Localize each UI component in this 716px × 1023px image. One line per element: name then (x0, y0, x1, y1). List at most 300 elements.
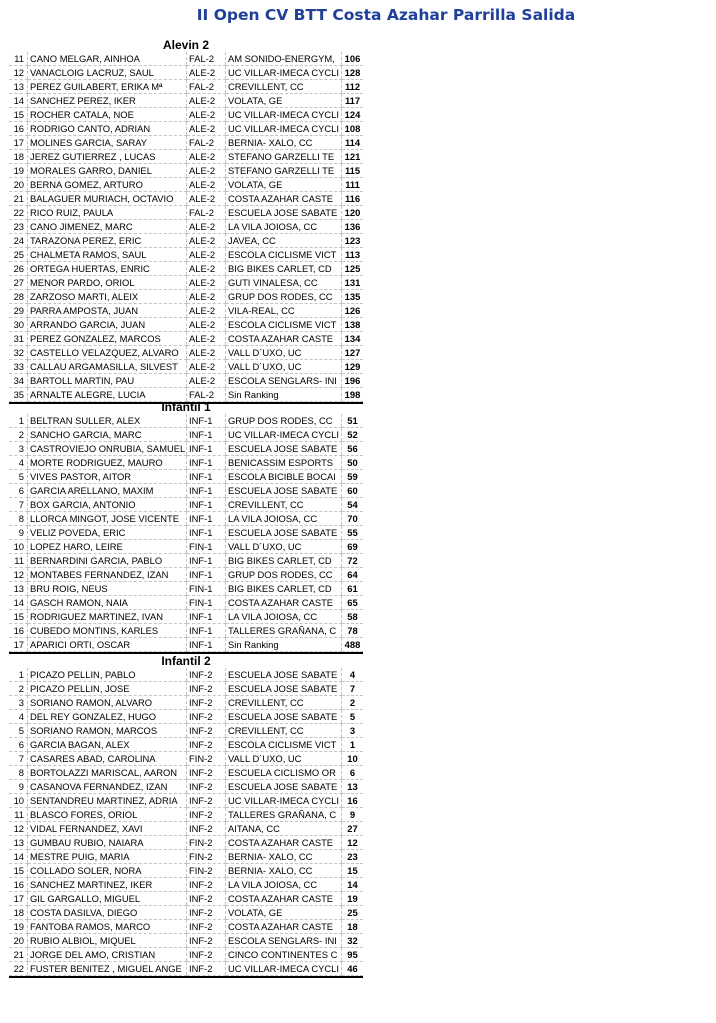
rider-name: BRU ROIG, NEUS (28, 582, 187, 596)
table-row (9, 752, 363, 766)
category: ALE-2 (187, 66, 226, 80)
club: UC VILLAR-IMECA CYCLI (226, 428, 342, 442)
rider-name: CUBEDO MONTINS, KARLES (28, 624, 187, 638)
rider-name: VIDAL FERNANDEZ, XAVI (28, 822, 187, 836)
ranking-position: 112 (342, 80, 364, 94)
start-number: 27 (9, 276, 28, 290)
club: STEFANO GARZELLI TE (226, 164, 342, 178)
club: ESCUELA JOSE SABATE (226, 526, 342, 540)
category: INF-1 (187, 568, 226, 582)
start-number: 2 (9, 682, 28, 696)
table-row (9, 360, 363, 374)
ranking-position: 69 (342, 540, 364, 554)
start-number: 3 (9, 442, 28, 456)
category: ALE-2 (187, 248, 226, 262)
club: ESCUELA JOSE SABATE (226, 442, 342, 456)
rider-name: BORTOLAZZI MARISCAL, AARON (28, 766, 187, 780)
table-row (9, 738, 363, 752)
table-row (9, 52, 363, 66)
start-number: 21 (9, 192, 28, 206)
ranking-position: 9 (342, 808, 364, 822)
category: INF-2 (187, 738, 226, 752)
club: COSTA AZAHAR CASTE (226, 596, 342, 610)
section-title: Alevin 2 (162, 38, 210, 52)
rider-name: CHALMETA RAMOS, SAUL (28, 248, 187, 262)
rider-name: BARTOLL MARTIN, PAU (28, 374, 187, 388)
start-number: 13 (9, 80, 28, 94)
rider-name: SORIANO RAMON, ALVARO (28, 696, 187, 710)
section-infantil-2 (9, 654, 363, 978)
ranking-position: 7 (342, 682, 364, 696)
start-number: 14 (9, 94, 28, 108)
table-row (9, 80, 363, 94)
table-row (9, 582, 363, 596)
club: ESCOLA SENGLARS- INI (226, 374, 342, 388)
rider-name: CALLAU ARGAMASILLA, SILVEST (28, 360, 187, 374)
rider-name: CANO JIMENEZ, MARC (28, 220, 187, 234)
ranking-position: 59 (342, 470, 364, 484)
start-number: 6 (9, 484, 28, 498)
category: FAL-2 (187, 52, 226, 66)
ranking-position: 46 (342, 962, 364, 976)
club: GRUP DOS RODES, CC (226, 414, 342, 428)
start-number: 19 (9, 920, 28, 934)
category: ALE-2 (187, 178, 226, 192)
rider-name: PICAZO PELLIN, JOSE (28, 682, 187, 696)
start-number: 4 (9, 710, 28, 724)
start-number: 9 (9, 526, 28, 540)
club: ESCUELA JOSE SABATE (226, 780, 342, 794)
category: INF-1 (187, 428, 226, 442)
club: COSTA AZAHAR CASTE (226, 332, 342, 346)
start-number: 17 (9, 136, 28, 150)
start-number: 23 (9, 220, 28, 234)
table-row (9, 108, 363, 122)
table-row (9, 962, 363, 976)
category: INF-2 (187, 724, 226, 738)
table-row (9, 470, 363, 484)
section-infantil-1 (9, 400, 363, 654)
table-row (9, 808, 363, 822)
category: ALE-2 (187, 290, 226, 304)
table-row (9, 794, 363, 808)
start-number: 1 (9, 668, 28, 682)
club: AM SONIDO-ENERGYM, (226, 52, 342, 66)
start-number: 14 (9, 596, 28, 610)
category: ALE-2 (187, 122, 226, 136)
start-number: 7 (9, 498, 28, 512)
ranking-position: 25 (342, 906, 364, 920)
table-row (9, 638, 363, 652)
club: VALL D´UXO, UC (226, 540, 342, 554)
table-row (9, 540, 363, 554)
category: ALE-2 (187, 220, 226, 234)
start-number: 26 (9, 262, 28, 276)
rider-name: ARRANDO GARCIA, JUAN (28, 318, 187, 332)
ranking-position: 12 (342, 836, 364, 850)
club: BENICASSIM ESPORTS (226, 456, 342, 470)
table-row (9, 192, 363, 206)
rider-name: GARCIA BAGAN, ALEX (28, 738, 187, 752)
category: INF-1 (187, 512, 226, 526)
category: INF-1 (187, 442, 226, 456)
start-number: 16 (9, 122, 28, 136)
rider-name: RICO RUIZ, PAULA (28, 206, 187, 220)
rider-name: MONTABES FERNANDEZ, IZAN (28, 568, 187, 582)
rider-name: LLORCA MINGOT, JOSE VICENTE (28, 512, 187, 526)
category: INF-1 (187, 498, 226, 512)
ranking-position: 115 (342, 164, 364, 178)
rider-name: JORGE DEL AMO, CRISTIAN (28, 948, 187, 962)
rider-name: BERNA GOMEZ, ARTURO (28, 178, 187, 192)
table-row (9, 428, 363, 442)
ranking-position: 14 (342, 878, 364, 892)
ranking-position: 128 (342, 66, 364, 80)
club: JAVEA, CC (226, 234, 342, 248)
category: INF-1 (187, 554, 226, 568)
rider-name: PICAZO PELLIN, PABLO (28, 668, 187, 682)
rider-name: PEREZ GUILABERT, ERIKA Mª (28, 80, 187, 94)
club: VALL D´UXO, UC (226, 346, 342, 360)
category: ALE-2 (187, 94, 226, 108)
category: INF-2 (187, 948, 226, 962)
club: LA VILA JOIOSA, CC (226, 878, 342, 892)
category: INF-2 (187, 822, 226, 836)
rider-name: MOLINES GARCIA, SARAY (28, 136, 187, 150)
category: INF-2 (187, 934, 226, 948)
club: LA VILA JOIOSA, CC (226, 512, 342, 526)
category: INF-2 (187, 878, 226, 892)
club: ESCUELA CICLISMO OR (226, 766, 342, 780)
rider-name: RODRIGUEZ MARTINEZ, IVAN (28, 610, 187, 624)
club: VALL D´UXO, UC (226, 752, 342, 766)
rider-name: FANTOBA RAMOS, MARCO (28, 920, 187, 934)
category: FIN-1 (187, 596, 226, 610)
start-number: 29 (9, 304, 28, 318)
start-number: 34 (9, 374, 28, 388)
club: ESCUELA JOSE SABATE (226, 484, 342, 498)
start-number: 35 (9, 388, 28, 402)
table-row (9, 934, 363, 948)
rider-name: MENOR PARDO, ORIOL (28, 276, 187, 290)
club: VALL D´UXO, UC (226, 360, 342, 374)
ranking-position: 23 (342, 850, 364, 864)
category: INF-2 (187, 892, 226, 906)
club: CREVILLENT, CC (226, 696, 342, 710)
rider-name: GUMBAU RUBIO, NAIARA (28, 836, 187, 850)
start-grid-table (9, 668, 363, 976)
ranking-position: 114 (342, 136, 364, 150)
club: ESCUELA JOSE SABATE (226, 668, 342, 682)
ranking-position: 72 (342, 554, 364, 568)
rider-name: BLASCO FORES, ORIOL (28, 808, 187, 822)
ranking-position: 78 (342, 624, 364, 638)
start-number: 2 (9, 428, 28, 442)
rider-name: ORTEGA HUERTAS, ENRIC (28, 262, 187, 276)
ranking-position: 70 (342, 512, 364, 526)
club: COSTA AZAHAR CASTE (226, 892, 342, 906)
table-row (9, 94, 363, 108)
rider-name: BALAGUER MURIACH, OCTAVIO (28, 192, 187, 206)
rider-name: JEREZ GUTIERREZ , LUCAS (28, 150, 187, 164)
table-row (9, 668, 363, 682)
rider-name: PEREZ GONZALEZ, MARCOS (28, 332, 187, 346)
table-row (9, 864, 363, 878)
ranking-position: 60 (342, 484, 364, 498)
start-number: 16 (9, 624, 28, 638)
category: INF-1 (187, 414, 226, 428)
start-number: 15 (9, 610, 28, 624)
start-number: 3 (9, 696, 28, 710)
category: ALE-2 (187, 360, 226, 374)
start-number: 17 (9, 892, 28, 906)
ranking-position: 10 (342, 752, 364, 766)
rider-name: CASARES ABAD, CAROLINA (28, 752, 187, 766)
start-number: 14 (9, 850, 28, 864)
ranking-position: 4 (342, 668, 364, 682)
table-row (9, 878, 363, 892)
category: INF-1 (187, 456, 226, 470)
rider-name: SENTANDREU MARTINEZ, ADRIA (28, 794, 187, 808)
category: INF-1 (187, 526, 226, 540)
table-row (9, 220, 363, 234)
ranking-position: 138 (342, 318, 364, 332)
category: ALE-2 (187, 234, 226, 248)
ranking-position: 127 (342, 346, 364, 360)
category: FAL-2 (187, 136, 226, 150)
start-number: 10 (9, 540, 28, 554)
rider-name: CASANOVA FERNANDEZ, IZAN (28, 780, 187, 794)
rider-name: GIL GARGALLO, MIGUEL (28, 892, 187, 906)
start-number: 30 (9, 318, 28, 332)
rider-name: SORIANO RAMON, MARCOS (28, 724, 187, 738)
start-number: 10 (9, 794, 28, 808)
rider-name: MORTE RODRIGUEZ, MAURO (28, 456, 187, 470)
category: ALE-2 (187, 332, 226, 346)
start-number: 21 (9, 948, 28, 962)
ranking-position: 108 (342, 122, 364, 136)
start-number: 11 (9, 554, 28, 568)
club: UC VILLAR-IMECA CYCLI (226, 962, 342, 976)
rider-name: SANCHEZ PEREZ, IKER (28, 94, 187, 108)
rider-name: DEL REY GONZALEZ, HUGO (28, 710, 187, 724)
table-row (9, 498, 363, 512)
ranking-position: 56 (342, 442, 364, 456)
table-row (9, 724, 363, 738)
category: INF-2 (187, 696, 226, 710)
start-number: 20 (9, 178, 28, 192)
start-grid-table (9, 414, 363, 652)
start-number: 13 (9, 582, 28, 596)
table-row (9, 948, 363, 962)
ranking-position: 120 (342, 206, 364, 220)
start-number: 5 (9, 470, 28, 484)
table-row (9, 290, 363, 304)
table-row (9, 304, 363, 318)
table-row (9, 332, 363, 346)
start-number: 19 (9, 164, 28, 178)
start-number: 13 (9, 836, 28, 850)
ranking-position: 16 (342, 794, 364, 808)
start-number: 5 (9, 724, 28, 738)
ranking-position: 123 (342, 234, 364, 248)
club: BERNIA- XALO, CC (226, 864, 342, 878)
rider-name: VIVES PASTOR, AITOR (28, 470, 187, 484)
category: ALE-2 (187, 304, 226, 318)
rider-name: SANCHO GARCIA, MARC (28, 428, 187, 442)
table-row (9, 710, 363, 724)
table-row (9, 346, 363, 360)
table-row (9, 206, 363, 220)
table-row (9, 414, 363, 428)
table-row (9, 136, 363, 150)
club: ESCUELA JOSE SABATE (226, 206, 342, 220)
table-row (9, 122, 363, 136)
rider-name: BELTRAN SULLER, ALEX (28, 414, 187, 428)
rider-name: ARNALTE ALEGRE, LUCIA (28, 388, 187, 402)
category: FIN-2 (187, 836, 226, 850)
category: FIN-2 (187, 752, 226, 766)
start-number: 33 (9, 360, 28, 374)
category: ALE-2 (187, 374, 226, 388)
start-number: 20 (9, 934, 28, 948)
table-row (9, 596, 363, 610)
start-number: 16 (9, 878, 28, 892)
document-title: II Open CV BTT Costa Azahar Parrilla Salida (196, 6, 576, 24)
table-row (9, 822, 363, 836)
ranking-position: 116 (342, 192, 364, 206)
club: UC VILLAR-IMECA CYCLI (226, 66, 342, 80)
club: ESCOLA CICLISME VICT (226, 738, 342, 752)
rider-name: PARRA AMPOSTA, JUAN (28, 304, 187, 318)
category: FAL-2 (187, 80, 226, 94)
category: FAL-2 (187, 388, 226, 402)
start-number: 15 (9, 864, 28, 878)
start-number: 15 (9, 108, 28, 122)
table-row (9, 262, 363, 276)
ranking-position: 129 (342, 360, 364, 374)
section-alevin-2 (9, 38, 363, 404)
table-row (9, 456, 363, 470)
start-number: 12 (9, 66, 28, 80)
club: BIG BIKES CARLET, CD (226, 582, 342, 596)
start-grid-table (9, 52, 363, 402)
table-row (9, 526, 363, 540)
club: GRUP DOS RODES, CC (226, 568, 342, 582)
club: LA VILA JOIOSA, CC (226, 610, 342, 624)
category: ALE-2 (187, 318, 226, 332)
club: ESCUELA JOSE SABATE (226, 710, 342, 724)
table-row (9, 682, 363, 696)
club: VOLATA, GE (226, 94, 342, 108)
table-row (9, 276, 363, 290)
ranking-position: 111 (342, 178, 364, 192)
category: ALE-2 (187, 192, 226, 206)
table-row (9, 568, 363, 582)
table-row (9, 164, 363, 178)
ranking-position: 136 (342, 220, 364, 234)
rider-name: LOPEZ HARO, LEIRE (28, 540, 187, 554)
start-number: 22 (9, 206, 28, 220)
category: ALE-2 (187, 346, 226, 360)
category: ALE-2 (187, 150, 226, 164)
ranking-position: 54 (342, 498, 364, 512)
ranking-position: 198 (342, 388, 364, 402)
table-row (9, 906, 363, 920)
category: ALE-2 (187, 164, 226, 178)
section-title: Infantil 2 (161, 654, 211, 668)
rider-name: COSTA DASILVA, DIEGO (28, 906, 187, 920)
ranking-position: 65 (342, 596, 364, 610)
table-row (9, 850, 363, 864)
start-number: 32 (9, 346, 28, 360)
start-number: 18 (9, 150, 28, 164)
club: TALLERES GRAÑANA, C (226, 808, 342, 822)
club: CREVILLENT, CC (226, 498, 342, 512)
club: ESCUELA JOSE SABATE (226, 682, 342, 696)
ranking-position: 125 (342, 262, 364, 276)
category: INF-2 (187, 766, 226, 780)
rider-name: CASTROVIEJO ONRUBIA, SAMUEL (28, 442, 187, 456)
category: FIN-2 (187, 850, 226, 864)
rider-name: VANACLOIG LACRUZ, SAUL (28, 66, 187, 80)
ranking-position: 135 (342, 290, 364, 304)
category: INF-2 (187, 920, 226, 934)
ranking-position: 6 (342, 766, 364, 780)
ranking-position: 3 (342, 724, 364, 738)
table-row (9, 696, 363, 710)
category: INF-2 (187, 962, 226, 976)
start-number: 8 (9, 766, 28, 780)
rider-name: APARICI ORTI, OSCAR (28, 638, 187, 652)
club: AITANA, CC (226, 822, 342, 836)
rider-name: MORALES GARRO, DANIEL (28, 164, 187, 178)
category: INF-2 (187, 710, 226, 724)
rider-name: ZARZOSO MARTI, ALEIX (28, 290, 187, 304)
club: ESCOLA CICLISME VICT (226, 248, 342, 262)
table-row (9, 920, 363, 934)
category: INF-1 (187, 624, 226, 638)
table-row (9, 484, 363, 498)
table-row (9, 442, 363, 456)
category: INF-2 (187, 682, 226, 696)
table-row (9, 178, 363, 192)
rider-name: RUBIO ALBIOL, MIQUEL (28, 934, 187, 948)
category: INF-1 (187, 638, 226, 652)
ranking-position: 52 (342, 428, 364, 442)
club: ESCOLA BICIBLE BOCAI (226, 470, 342, 484)
table-row (9, 624, 363, 638)
club: ESCOLA SENGLARS- INI (226, 934, 342, 948)
ranking-position: 196 (342, 374, 364, 388)
start-number: 18 (9, 906, 28, 920)
ranking-position: 19 (342, 892, 364, 906)
club: Sin Ranking (226, 638, 342, 652)
start-number: 11 (9, 808, 28, 822)
start-number: 12 (9, 822, 28, 836)
start-number: 7 (9, 752, 28, 766)
rider-name: GARCIA ARELLANO, MAXIM (28, 484, 187, 498)
ranking-position: 106 (342, 52, 364, 66)
ranking-position: 32 (342, 934, 364, 948)
ranking-position: 50 (342, 456, 364, 470)
rider-name: BERNARDINI GARCIA, PABLO (28, 554, 187, 568)
start-number: 1 (9, 414, 28, 428)
ranking-position: 18 (342, 920, 364, 934)
category: ALE-2 (187, 108, 226, 122)
category: FIN-1 (187, 540, 226, 554)
start-number: 25 (9, 248, 28, 262)
